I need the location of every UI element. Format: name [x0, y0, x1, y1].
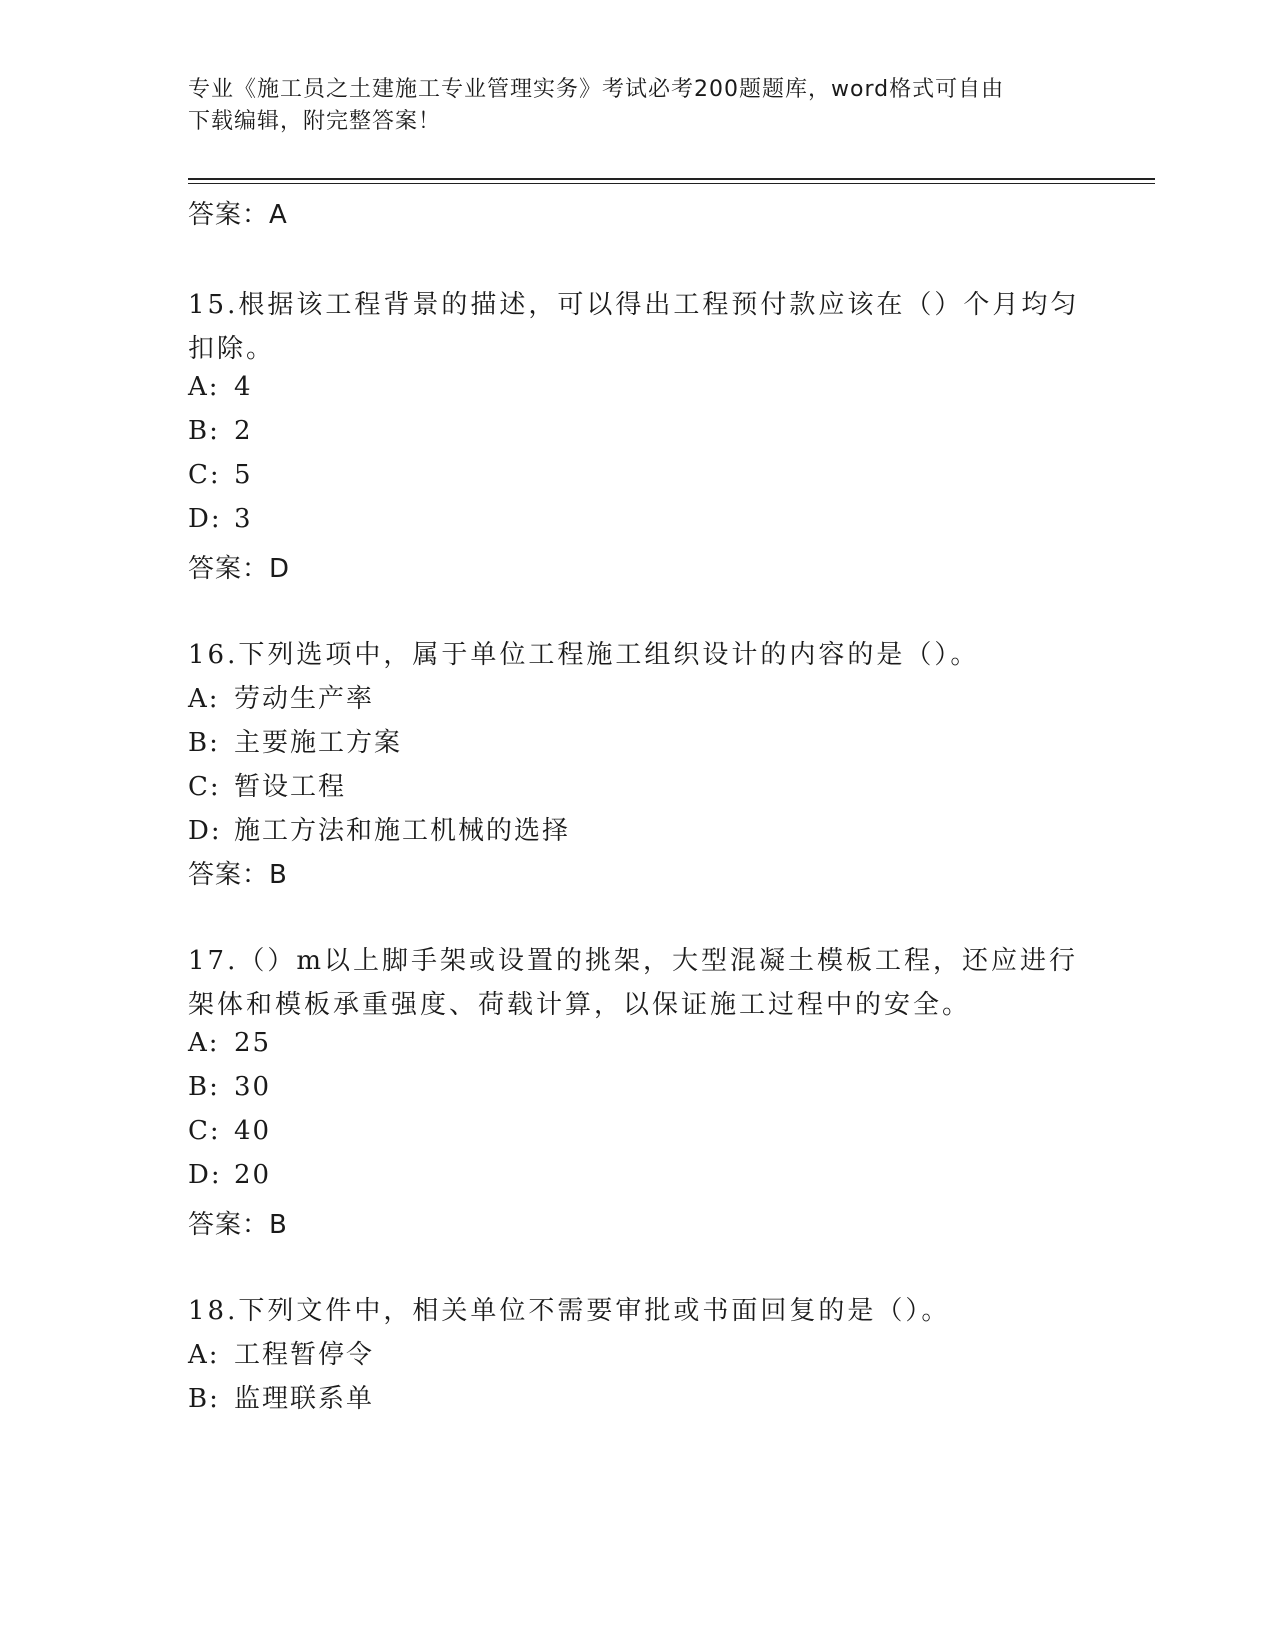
- answer-line: 答案：B: [188, 1210, 288, 1240]
- option-b: B: 2: [188, 416, 253, 446]
- question-15-text: 15.根据该工程背景的描述，可以得出工程预付款应该在（）个月均匀: [188, 290, 1080, 320]
- option-d: D: 3: [188, 504, 253, 534]
- option-d: D: 20: [188, 1160, 272, 1190]
- option-a: A: 劳动生产率: [188, 684, 375, 714]
- option-c: C: 暂设工程: [188, 772, 347, 802]
- option-a: A: 工程暂停令: [188, 1340, 375, 1370]
- option-c: C: 40: [188, 1116, 272, 1146]
- option-b: B: 30: [188, 1072, 272, 1102]
- header-title-line-2: 下载编辑，附完整答案！: [188, 109, 442, 134]
- option-b: B: 监理联系单: [188, 1384, 375, 1414]
- option-a: A: 4: [188, 372, 253, 402]
- header-divider-thin: [188, 183, 1155, 184]
- question-17-text: 17.（）m以上脚手架或设置的挑架，大型混凝土模板工程，还应进行: [188, 946, 1079, 976]
- option-d: D: 施工方法和施工机械的选择: [188, 816, 571, 846]
- option-b: B: 主要施工方案: [188, 728, 403, 758]
- document-header: [188, 74, 1088, 138]
- header-divider: [188, 178, 1155, 180]
- answer-line: 答案：B: [188, 860, 288, 890]
- header-title-line-1: 专业《施工员之土建施工专业管理实务》考试必考200题题库，word格式可自由: [188, 77, 1005, 102]
- question-16-text: 16.下列选项中，属于单位工程施工组织设计的内容的是（）。: [188, 640, 980, 670]
- question-17-text-cont: 架体和模板承重强度、荷载计算，以保证施工过程中的安全。: [188, 990, 972, 1020]
- answer-line: 答案：A: [188, 200, 288, 230]
- answer-line: 答案：D: [188, 554, 291, 584]
- option-c: C: 5: [188, 460, 253, 490]
- question-18-text: 18.下列文件中，相关单位不需要审批或书面回复的是（）。: [188, 1296, 951, 1326]
- option-a: A: 25: [188, 1028, 272, 1058]
- question-15-text-cont: 扣除。: [188, 334, 276, 364]
